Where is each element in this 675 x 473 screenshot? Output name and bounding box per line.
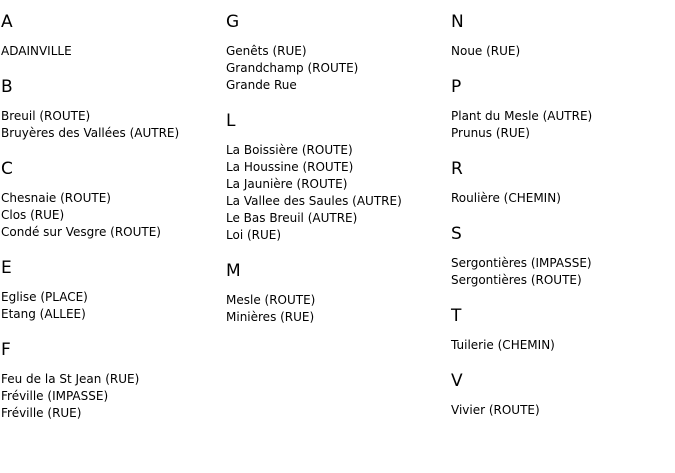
street-list: [1, 371, 221, 422]
street-entry: Tuilerie (CHEMIN): [451, 338, 555, 352]
street-list: [1, 43, 221, 60]
street-index-column-3: [451, 12, 671, 419]
street-entry: Chesnaie (ROUTE): [1, 191, 111, 205]
street-list: [451, 337, 671, 354]
section-letter: S: [451, 224, 462, 244]
letter-section-b: [1, 77, 221, 159]
street-list: [451, 190, 671, 207]
letter-section-a: [1, 12, 221, 77]
section-letter: E: [1, 258, 12, 278]
letter-section-s: [451, 224, 671, 306]
street-list: [451, 255, 671, 289]
letter-section-e: [1, 258, 221, 340]
street-list: [226, 292, 446, 326]
street-entry: Fréville (RUE): [1, 406, 82, 420]
street-entry: Eglise (PLACE): [1, 290, 88, 304]
section-letter: A: [1, 12, 13, 32]
letter-section-c: [1, 159, 221, 258]
letter-section-r: [451, 159, 671, 224]
street-list: [1, 190, 221, 241]
street-entry: Grandchamp (ROUTE): [226, 61, 359, 75]
section-letter: B: [1, 77, 13, 97]
section-letter: P: [451, 77, 462, 97]
street-entry: Grande Rue: [226, 78, 297, 92]
letter-section-v: [451, 371, 671, 419]
street-index-column-1: [1, 12, 221, 422]
street-entry: Clos (RUE): [1, 208, 65, 222]
street-list: [451, 402, 671, 419]
street-entry: Prunus (RUE): [451, 126, 530, 140]
street-list: [226, 142, 446, 244]
section-letter: L: [226, 111, 236, 131]
street-entry: La Boissière (ROUTE): [226, 143, 353, 157]
section-letter: C: [1, 159, 13, 179]
street-entry: Breuil (ROUTE): [1, 109, 91, 123]
letter-section-n: [451, 12, 671, 77]
section-letter: M: [226, 261, 241, 281]
street-entry: La Houssine (ROUTE): [226, 160, 354, 174]
street-entry: Le Bas Breuil (AUTRE): [226, 211, 358, 225]
street-entry: La Vallee des Saules (AUTRE): [226, 194, 402, 208]
street-index-column-2: [226, 12, 446, 326]
street-entry: Mesle (ROUTE): [226, 293, 316, 307]
street-entry: Sergontières (ROUTE): [451, 273, 582, 287]
section-letter: T: [451, 306, 462, 326]
street-entry: Sergontières (IMPASSE): [451, 256, 592, 270]
letter-section-p: [451, 77, 671, 159]
street-list: [1, 108, 221, 142]
street-entry: La Jaunière (ROUTE): [226, 177, 348, 191]
street-entry: Condé sur Vesgre (ROUTE): [1, 225, 161, 239]
letter-section-l: [226, 111, 446, 261]
letter-section-f: [1, 340, 221, 422]
letter-section-g: [226, 12, 446, 111]
letter-section-t: [451, 306, 671, 371]
letter-section-m: [226, 261, 446, 326]
street-entry: Loi (RUE): [226, 228, 282, 242]
section-letter: G: [226, 12, 240, 32]
street-list: [1, 289, 221, 323]
street-list: [226, 43, 446, 94]
section-letter: F: [1, 340, 11, 360]
street-entry: Etang (ALLEE): [1, 307, 86, 321]
street-entry: Noue (RUE): [451, 44, 521, 58]
street-entry: Plant du Mesle (AUTRE): [451, 109, 593, 123]
street-list: [451, 43, 671, 60]
street-entry: Bruyères des Vallées (AUTRE): [1, 126, 180, 140]
section-letter: V: [451, 371, 463, 391]
street-entry: ADAINVILLE: [1, 44, 72, 58]
street-entry: Roulière (CHEMIN): [451, 191, 561, 205]
street-entry: Feu de la St Jean (RUE): [1, 372, 140, 386]
section-letter: R: [451, 159, 463, 179]
section-letter: N: [451, 12, 464, 32]
street-entry: Minières (RUE): [226, 310, 315, 324]
street-entry: Fréville (IMPASSE): [1, 389, 109, 403]
street-entry: Genêts (RUE): [226, 44, 307, 58]
street-list: [451, 108, 671, 142]
street-entry: Vivier (ROUTE): [451, 403, 540, 417]
